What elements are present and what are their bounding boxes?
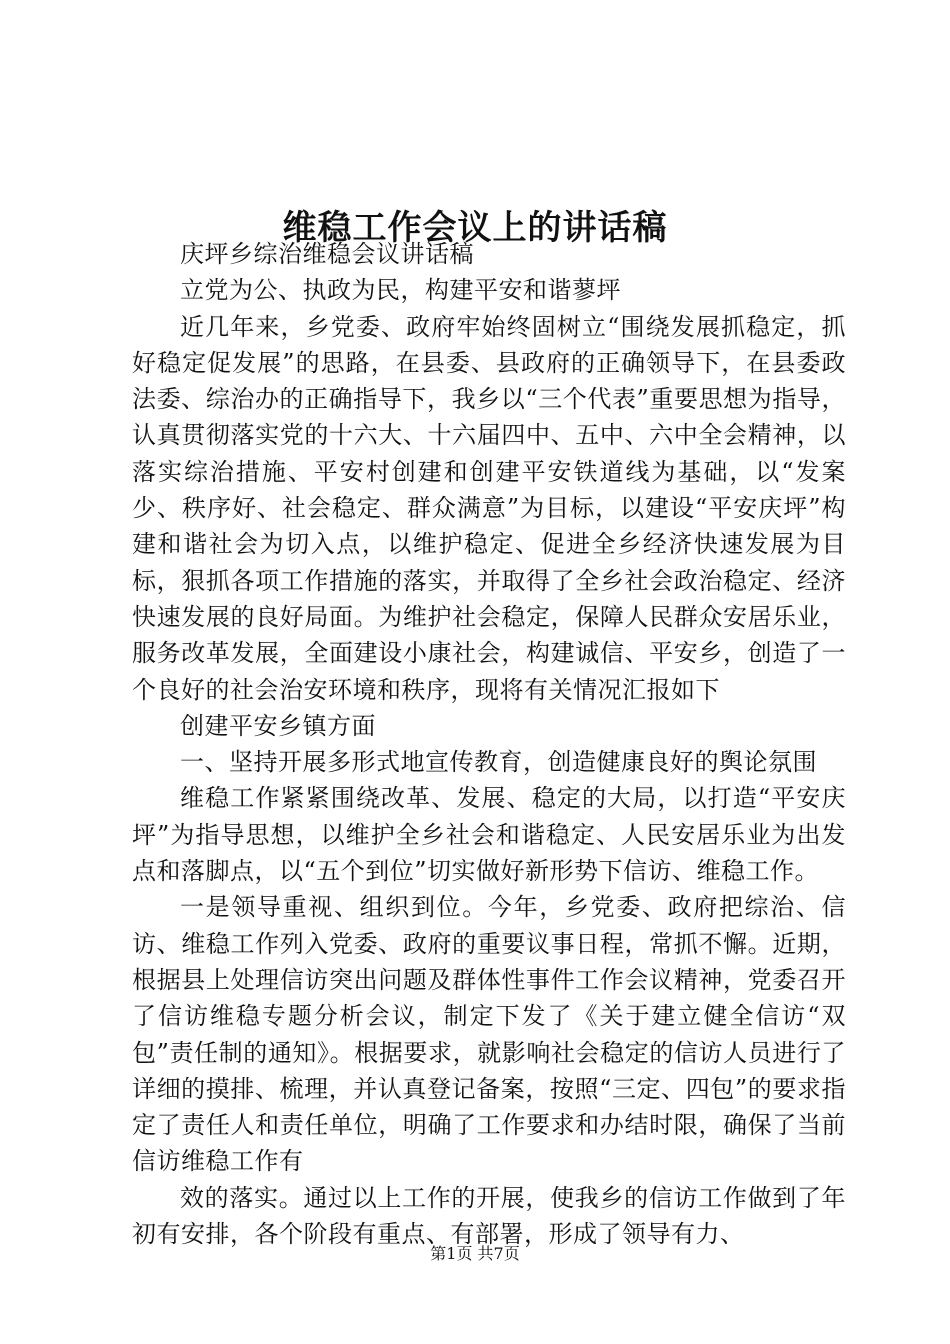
paragraph-continuation: 效的落实。通过以上工作的开展，使我乡的信访工作做到了年初有安排，各个阶段有重点、有部署，形成了领导有力、 — [132, 1183, 846, 1249]
paragraph-point-one: 一是领导重视、组织到位。今年，乡党委、政府把综治、信访、维稳工作列入党委、政府的重要议事日程，常抓不懈。近期，根据县上处理信访突出问题及群体性事件工作会议精神，党委召开了信访维稳专题分析会议，制定下发了《关于建立健全信访“双包”责任制的通知》。根据要求，就影响社会稳定的信访人员进行了详细的摸排、梳理，并认真登记备案，按照“三定、四包”的要求指定了责任人和责任单位，明确了工作要求和办结时限，确保了当前信访维稳工作有 — [132, 893, 846, 1176]
section-heading: 创建平安乡镇方面 — [180, 711, 376, 740]
subsection-heading: 一、坚持开展多形式地宣传教育，创造健康良好的舆论氛围 — [180, 748, 817, 777]
paragraph-intro: 近几年来，乡党委、政府牢始终固树立“围绕发展抓稳定，抓好稳定促发展”的思路，在县委、县政府的正确领导下，在县委政法委、综治办的正确指导下，我乡以“三个代表”重要思想为指导，认真贯彻落实党的十六大、十六届四中、五中、六中全会精神，以落实综治措施、平安村创建和创建平安铁道线为基础，以“发案少、秩序好、社会稳定、群众满意”为目标，以建设“平安庆坪”构建和谐社会为切入点，以维护稳定、促进全乡经济快速发展为目标，狠抓各项工作措施的落实，并取得了全乡社会政治稳定、经济快速发展的良好局面。为维护社会稳定，保障人民群众安居乐业，服务改革发展，全面建设小康社会，构建诚信、平安乡，创造了一个良好的社会治安环境和秩序，现将有关情况汇报如下 — [132, 312, 846, 704]
paragraph-theme: 立党为公、执政为民，构建平安和谐蓼坪 — [180, 276, 621, 305]
document-body — [132, 236, 846, 1252]
page-number: 第1页 共7页 — [430, 1244, 520, 1263]
document-title: 维稳工作会议上的讲话稿 — [282, 207, 668, 248]
paragraph-overview: 维稳工作紧紧围绕改革、发展、稳定的大局，以打造“平安庆坪”为指导思想，以维护全乡社会和谐稳定、人民安居乐业为出发点和落脚点，以“五个到位”切实做好新形势下信访、维稳工作。 — [132, 784, 846, 886]
paragraph-subtitle: 庆坪乡综治维稳会议讲话稿 — [180, 240, 474, 268]
